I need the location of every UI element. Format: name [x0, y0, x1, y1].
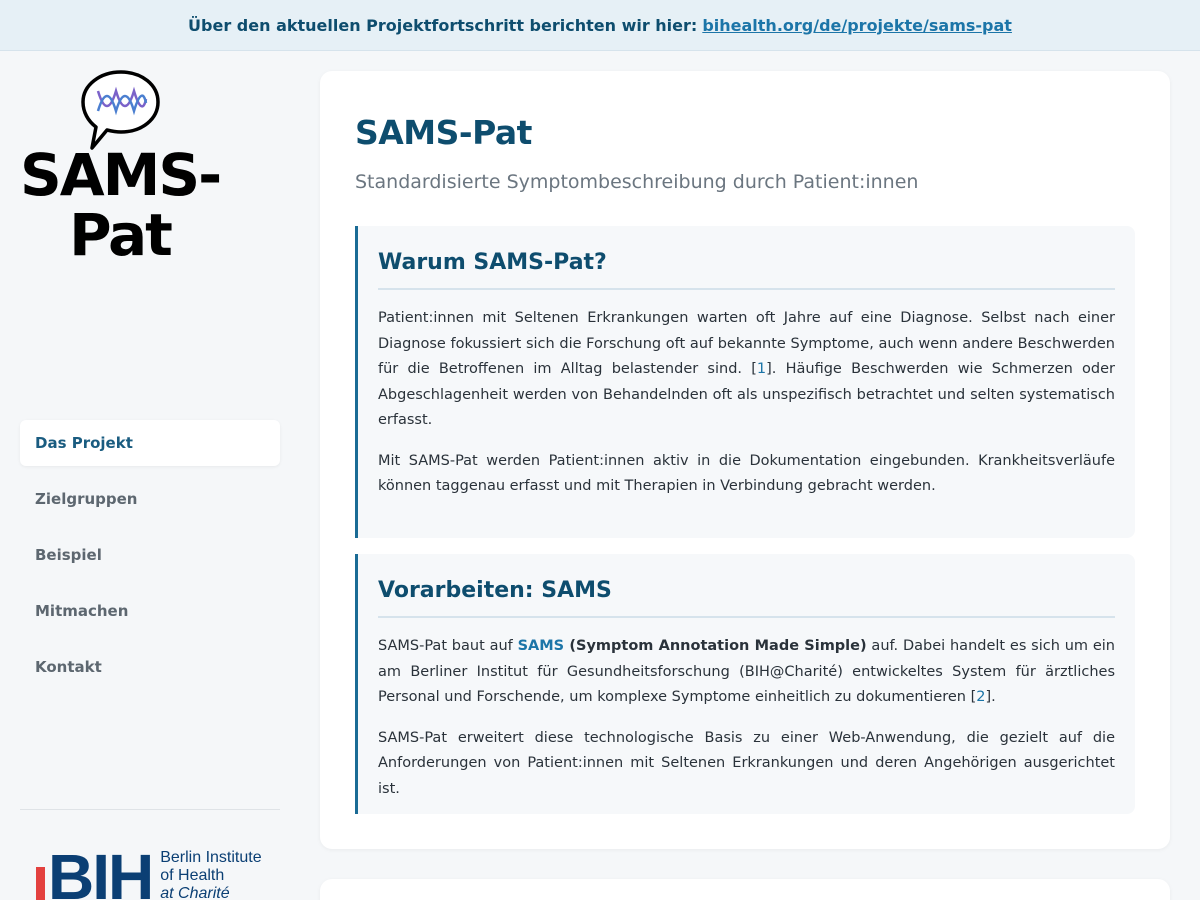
- section-paragraph: [378, 634, 1115, 711]
- paragraph-text: Patient:innen mit Seltenen Erkrankungen warten oft Jahre auf eine Diagnose. Selbst nach einer Diagnose fokussiert sich die Forschung oft auf bekannte Symptome, auch wenn andere Beschwerden für die Betroffenen im Alltag belastender sind. [: [378, 310, 1115, 377]
- site-logo[interactable]: [20, 141, 221, 269]
- section-heading: Vorarbeiten: SAMS: [378, 578, 1115, 618]
- paragraph-text: ]. Häufige Beschwerden wie Schmerzen oder Abgeschlagenheit werden von Behandelnden oft als unspezifisch betrachtet und selten systematisch erfasst.: [378, 361, 1116, 428]
- nav-item-beispiel[interactable]: Beispiel: [35, 546, 102, 564]
- sams-link[interactable]: SAMS: [517, 638, 565, 654]
- page-subtitle: Standardisierte Symptombeschreibung durch Patient:innen: [355, 171, 919, 193]
- next-card: [320, 879, 1170, 900]
- bih-letters: BIH: [48, 841, 153, 900]
- section-paragraph: [378, 306, 1115, 434]
- bih-name-line-2: of Health: [160, 867, 225, 884]
- nav-item-das-projekt[interactable]: Das Projekt: [20, 420, 280, 466]
- banner-text: Über den aktuellen Projektfortschritt berichten wir hier:: [188, 15, 698, 35]
- logo-line-1: SAMS-: [20, 141, 221, 209]
- bih-name-line-1: Berlin Institute: [160, 849, 262, 866]
- sidebar-divider: [20, 809, 280, 810]
- paragraph-text: ].: [985, 689, 996, 705]
- reference-link-1[interactable]: 1: [756, 361, 767, 377]
- section-vorarbeiten: [355, 554, 1135, 814]
- nav-item-mitmachen[interactable]: Mitmachen: [35, 602, 129, 620]
- main-navigation: [20, 420, 280, 700]
- bih-logo[interactable]: [36, 841, 262, 900]
- logo-line-2: Pat: [69, 201, 171, 269]
- bih-name: [160, 849, 261, 900]
- page-title: SAMS-Pat: [355, 113, 532, 152]
- announcement-banner: [0, 0, 1200, 51]
- paragraph-text: auf. Dabei handelt es sich um ein am Berliner Institut für Gesundheitsforschung (BIH@Charité) entwickeltes System für ärztliches Personal und Forschende, um komplexe Symptome einheitlich zu dokumentieren [: [378, 638, 1115, 705]
- sidebar: [0, 51, 300, 900]
- banner-link[interactable]: bihealth.org/de/projekte/sams-pat: [702, 15, 1012, 35]
- section-paragraph: SAMS-Pat erweitert diese technologische Basis zu einer Web-Anwendung, die gezielt auf die Anforderungen von Patient:innen mit Seltenen Erkrankungen und deren Angehörigen ausgerichtet ist.: [378, 729, 1115, 797]
- nav-item-zielgruppen[interactable]: Zielgruppen: [35, 490, 138, 508]
- section-warum: [355, 226, 1135, 538]
- section-heading: Warum SAMS-Pat?: [378, 250, 1115, 290]
- paragraph-text: SAMS-Pat baut auf: [378, 638, 518, 654]
- sams-expansion: (Symptom Annotation Made Simple): [564, 638, 867, 654]
- section-paragraph: Mit SAMS-Pat werden Patient:innen aktiv in die Dokumentation eingebunden. Krankheitsverläufe können taggenau erfasst und mit Therapien in Verbindung gebracht werden.: [378, 452, 1115, 494]
- main-card: [320, 71, 1170, 849]
- reference-link-2[interactable]: 2: [976, 689, 986, 705]
- bih-name-line-3: at Charité: [160, 885, 230, 900]
- bih-red-bar: [36, 867, 45, 900]
- nav-item-kontakt[interactable]: Kontakt: [35, 658, 102, 676]
